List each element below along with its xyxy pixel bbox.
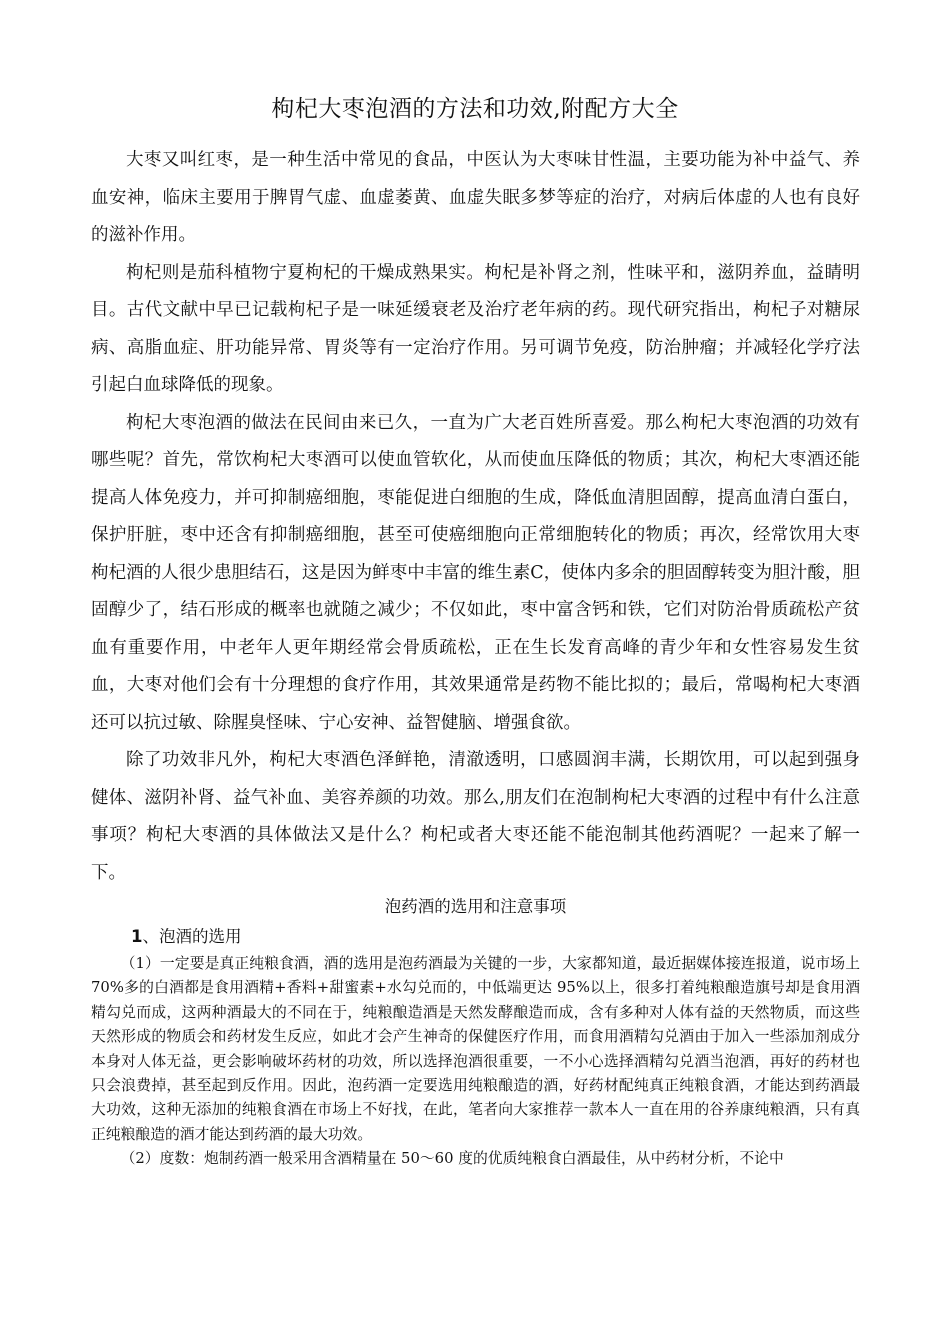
paragraph-wine-benefits: 枸杞大枣泡酒的做法在民间由来已久，一直为广大老百姓所喜爱。那么枸杞大枣泡酒的功效有哪些呢？首先，常饮枸杞大枣酒可以使血管软化，从而使血压降低的物质；其次，枸杞大枣酒还能提高人体免疫力，并可抑制癌细胞，枣能促进白细胞的生成，降低血清胆固醇，提高血清白蛋白，保护肝脏，枣中还含有抑制癌细胞，甚至可使癌细胞向正常细胞转化的物质；再次，经常饮用大枣枸杞酒的人很少患胆结石，这是因为鲜枣中丰富的维生素C，使体内多余的胆固醇转变为胆汁酸，胆固醇少了，结石形成的概率也就随之减少；不仅如此，枣中富含钙和铁，它们对防治骨质疏松产贫血有重要作用，中老年人更年期经常会骨质疏松，正在生长发育高峰的青少年和女性容易发生贫血，大枣对他们会有十分理想的食疗作用，其效果通常是药物不能比拟的；最后，常喝枸杞大枣酒还可以抗过敏、除腥臭怪味、宁心安神、益智健脑、增强食欲。 [91, 412, 860, 733]
paragraph-dates-intro: 大枣又叫红枣，是一种生活中常见的食品，中医认为大枣味甘性温，主要功能为补中益气、养血安神，临床主要用于脾胃气虚、血虚萎黄、血虚失眠多梦等症的治疗，对病后体虚的人也有良好的滋补作用。 [91, 150, 860, 245]
document-body [91, 142, 860, 1172]
sub-heading [91, 922, 860, 952]
document-title: 枸杞大枣泡酒的方法和功效,附配方大全 [271, 96, 679, 122]
small-paragraph-alcohol-degree: （2）度数：炮制药酒一般采用含酒精量在 50～60 度的优质纯粮食白酒最佳，从中药材分析，不论中 [120, 1150, 784, 1168]
paragraph-goji-intro: 枸杞则是茄科植物宁夏枸杞的干燥成熟果实。枸杞是补肾之剂，性味平和，滋阴养血，益睛明目。古代文献中早已记载枸杞子是一味延缓衰老及治疗老年病的药。现代研究指出，枸杞子对糖尿病、高脂血症、肝功能异常、胃炎等有一定治疗作用。另可调节免疫，防治肿瘤；并减轻化学疗法引起白血球降低的现象。 [91, 262, 860, 395]
small-paragraph-liquor-choice: （1）一定要是真正纯粮食酒，酒的选用是泡药酒最为关键的一步，大家都知道，最近据媒体接连报道，说市场上 70%多的白酒都是食用酒精+香料+甜蜜素+水勾兑而的，中低端更达 95%以上，很多打着纯粮酿造旗号却是食用酒精勾兑而成，这两种酒最大的不同在于，纯粮酿造酒是天然发酵酿造而成，含有多种对人体有益的天然物质，而这些天然形成的物质会和药材发生反应，如此才会产生神奇的保健医疗作用，而食用酒精勾兑酒由于加入一些添加剂成分本身对人体无益，更会影响破坏药材的功效，所以选择泡酒很重要，一不小心选择酒精勾兑酒当泡酒，再好的药材也只会浪费掉，甚至起到反作用。因此，泡药酒一定要选用纯粮酿造的酒，好药材配纯真正纯粮食酒，才能达到药酒最大功效，这种无添加的纯粮食酒在市场上不好找，在此，笔者向大家推荐一款本人一直在用的谷养康纯粮酒，只有真正纯粮酿造的酒才能达到药酒的最大功效。 [91, 955, 860, 1143]
paragraph-wine-qualities: 除了功效非凡外，枸杞大枣酒色泽鲜艳，清澈透明，口感圆润丰满，长期饮用，可以起到强身健体、滋阴补肾、益气补血、美容养颜的功效。那么,朋友们在泡制枸杞大枣酒的过程中有什么注意事项？枸杞大枣酒的具体做法又是什么？枸杞或者大枣还能不能泡制其他药酒呢？一起来了解一下。 [91, 750, 860, 883]
section-heading: 泡药酒的选用和注意事项 [384, 897, 567, 916]
sub-heading-text: 、泡酒的选用 [142, 927, 242, 946]
sub-heading-number: 1 [131, 927, 143, 946]
